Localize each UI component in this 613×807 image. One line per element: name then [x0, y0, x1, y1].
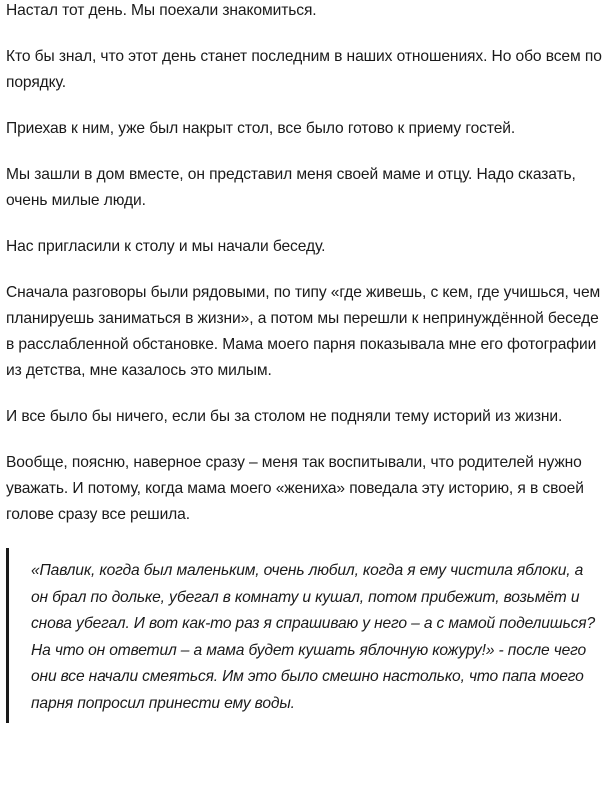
- paragraph-last-day: Кто бы знал, что этот день станет последним в наших отношениях. Но обо всем по порядку.: [6, 48, 602, 91]
- block-quote: «Павлик, когда был маленьким, очень любил, когда я ему чистила яблоки, а он брал по дольке, убегал в комнату и кушал, потом прибежит, возьмёт и снова убегал. И вот как-то раз я спрашиваю у него – а с мамой поделишься? На что он ответил – а мама будет кушать яблочную кожуру!» - после чего они все начали смеяться. Им это было смешно настолько, что папа моего парня попросил принести ему воды.: [6, 548, 606, 723]
- paragraph-meeting-day: Настал тот день. Мы поехали знакомиться.: [6, 2, 317, 19]
- paragraph-upbringing: Вообще, поясню, наверное сразу – меня так воспитывали, что родителей нужно уважать. И потому, когда мама моего «жениха» поведала эту историю, я в своей голове сразу все решила.: [6, 454, 584, 523]
- paragraph-introduction: Мы зашли в дом вместе, он представил меня своей маме и отцу. Надо сказать, очень милые люди.: [6, 166, 576, 209]
- paragraph-conversation: Сначала разговоры были рядовыми, по типу «где живешь, с кем, где учишься, чем планируешь заниматься в жизни», а потом мы перешли к непринуждённой беседе в расслабленной обстановке. Мама моего парня показывала мне его фотографии из детства, мне казалось это милым.: [6, 284, 601, 379]
- article-body: [6, 0, 606, 723]
- paragraph-life-stories: И все было бы ничего, если бы за столом не подняли тему историй из жизни.: [6, 408, 563, 425]
- paragraph-invited-to-table: Нас пригласили к столу и мы начали беседу.: [6, 238, 326, 255]
- paragraph-arrival: Приехав к ним, уже был накрыт стол, все было готово к приему гостей.: [6, 120, 516, 137]
